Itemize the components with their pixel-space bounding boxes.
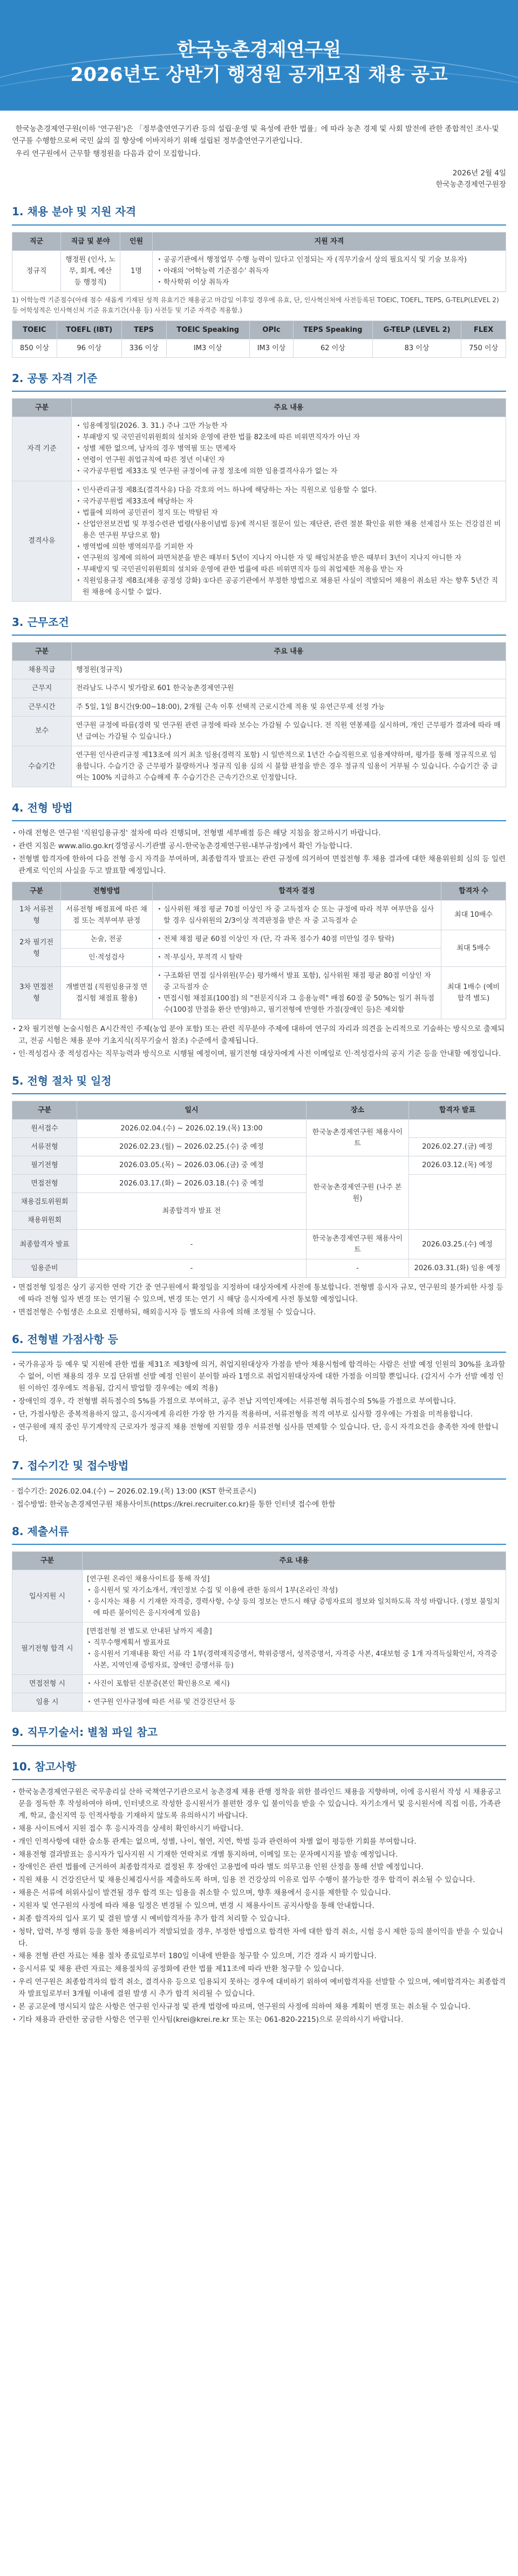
note-paragraph: · 직원 채용 시 건강진단서 및 채용신체검사서를 제출하도록 하며, 임용 전 건강상의 이유로 업무 수행이 불가능한 경우 합격이 취소될 수 있습니다.: [12, 1875, 506, 1886]
column-header: 지원 자격: [153, 232, 506, 250]
note-paragraph: · 단, 가점사항은 중복적용하지 않고, 응시자에게 유리한 가장 한 가지를 적용하며, 서류전형을 적격 여부로 심사할 경우에는 가점을 미적용합니다.: [12, 1409, 506, 1421]
schedule-table: [12, 1101, 506, 1278]
row-label: 보수: [12, 716, 72, 746]
list-item: · 면접시험 채점표(100점) 의 "전문지식과 그 응용능력" 배점 60점 중 50%는 일기 취득점수(100점 만점을 환산 반영)하고, 필기전형에 반영한 가점(장애인 등)은 제외함: [157, 993, 437, 1016]
table-row: [12, 1693, 506, 1712]
section-title: 9. 직무기술서: 별첨 파일 참고: [12, 1723, 506, 1746]
list-item: · 연구원 인사규정에 따른 서류 및 건강진단서 등: [87, 1696, 501, 1708]
section-title: 3. 근무조건: [12, 614, 506, 636]
table-row: [12, 1675, 506, 1693]
notice-body: [0, 111, 518, 2026]
list-item: · 아래의 '어학능력 기준점수' 취득자: [157, 265, 501, 277]
row-label: 최종합격자 발표: [12, 1230, 77, 1259]
note-paragraph: · 인·적성검사 중 적성검사는 직무능력과 방식으로 시행될 예정이며, 필기전형 대상자에게 사전 이메일로 인·적성검사의 공지 기준 등을 안내할 예정입니다.: [12, 1048, 506, 1060]
application-period: · 접수기간: 2026.02.04.(수) ~ 2026.02.19.(목) 13:00 (KST 한국표준시): [12, 1487, 256, 1496]
section-work-conditions: [12, 614, 506, 787]
table-row: [12, 250, 506, 291]
column-header: TEPS Speaking: [294, 321, 373, 339]
row-content: 연구원 규정에 따름(경력 및 연구원 관련 규정에 따라 보수는 가감될 수 있습니다. 전 직원 연봉제를 실시하며, 개인 근무평가 결과에 따라 매년 급여는 가감될 수 있습니다.): [72, 716, 506, 746]
note-paragraph: · 최종 합격자의 입사 포기 및 결원 발생 시 예비합격자를 추가 합격 처리할 수 있습니다.: [12, 1913, 506, 1925]
cell-when: 최종합격자 발표 전: [77, 1193, 306, 1230]
table-row: [12, 948, 506, 966]
table-row: [12, 716, 506, 746]
row-label: 임용준비: [12, 1259, 77, 1278]
row-content: [83, 1623, 506, 1675]
table-row: [12, 481, 506, 601]
row-label: 채용직급: [12, 661, 72, 679]
row-label: 입사지원 시: [12, 1570, 83, 1623]
column-header: 합격자 발표: [409, 1101, 506, 1120]
table-row: [12, 698, 506, 716]
note-paragraph: · 채용전형 결과발표는 응시자가 입사지원 시 기재한 연락처로 개별 통지하며, 이메일 또는 문자메시지를 발송 예정입니다.: [12, 1849, 506, 1861]
list-item: · 법률에 의하여 공민권이 정지 또는 박탈된 자: [76, 507, 501, 519]
note-paragraph: · 우리 연구원은 최종합격자의 합격 취소, 결격사유 등으로 임용되지 못하는 경우에 대비하기 위하여 예비합격자를 선발할 수 있으며, 예비합격자는 최종합격자 발표일로부터 3개월 이내에 결원 발생 시 추가 합격 처리될 수 있습니다.: [12, 1977, 506, 2000]
cell-decision: [153, 948, 441, 966]
row-label: 근무지: [12, 679, 72, 698]
section-recruit-field: [12, 203, 506, 358]
score-cell: IM3 이상: [166, 339, 249, 357]
column-header: 합격자 수: [441, 882, 506, 900]
selection-footnotes: [12, 1024, 506, 1060]
bonus-notes: [12, 1359, 506, 1445]
column-header: 구분: [12, 882, 61, 900]
cell-result: [409, 1120, 506, 1138]
list-item: · 직원임용규정 제8조(채용 공정성 강화) ①다른 공공기관에서 부정한 방법으로 채용된 사실이 적발되어 채용이 취소된 자는 향후 5년간 직원 채용에 응시할 수 없다.: [76, 575, 501, 598]
row-label: 3차 면접전형: [12, 966, 61, 1019]
score-cell: 62 이상: [294, 339, 373, 357]
cell-when: 2026.03.05.(목) ~ 2026.03.06.(금) 중 예정: [77, 1156, 306, 1175]
list-item: · 학사학위 이상 취득자: [157, 277, 501, 288]
list-item: · 국가공무원법 제33조 및 연구원 규정이에 규정 정조에 의한 임용결격사유가 없는 자: [76, 466, 501, 477]
section-bonus-points: [12, 1331, 506, 1445]
row-label: 2차 필기전형: [12, 930, 61, 966]
column-header: 구분: [12, 399, 72, 417]
column-header: TEPS: [121, 321, 166, 339]
cell-result: 2026.03.25.(수) 예정: [409, 1230, 506, 1259]
column-header: FLEX: [461, 321, 506, 339]
cell-number: 최대 1배수 (예비합격 별도): [441, 966, 506, 1019]
column-header: TOEFL (IBT): [57, 321, 121, 339]
row-content: [72, 481, 506, 601]
cell-requirements: [153, 250, 506, 291]
note-paragraph: · 연구원에 재직 중인 무기계약직 근로자가 정규직 채용 전형에 지원할 경우 서류전형 심사를 면제할 수 있습니다. 단, 응시 자격요건을 충족한 자에 한합니다.: [12, 1422, 506, 1446]
section-common-qualification: [12, 370, 506, 602]
intro: [12, 124, 506, 191]
score-cell: 750 이상: [461, 339, 506, 357]
list-item: · 구조화된 면접 심사위원(무순) 평가해서 발표 포함), 심사위원 채점 평균 80점 이상인 자 중 고득점자 순: [157, 970, 437, 993]
row-content: [83, 1693, 506, 1712]
row-label: 자격 기준: [12, 417, 72, 481]
note-paragraph: · 본 공고문에 명시되지 않은 사항은 연구원 인사규정 및 관계 법령에 따르며, 연구원의 사정에 의하여 채용 계획이 변경 또는 취소될 수 있습니다.: [12, 2001, 506, 2013]
table-row: [12, 900, 506, 930]
table-row: [12, 1138, 506, 1156]
schedule-notes: [12, 1282, 506, 1319]
table-row: [12, 417, 506, 481]
list-item: · 연령이 연구원 취업규칙에 따른 정년 이내인 자: [76, 454, 501, 466]
application-method: · 접수방법: 한국농촌경제연구원 채용사이트(https://krei.recruiter.co.kr)를 통한 인터넷 접수에 한함: [12, 1500, 336, 1509]
list-item: · 성별 제한 없으며, 남자의 경우 병역필 또는 면제자: [76, 443, 501, 454]
section-title: 10. 참고사항: [12, 1758, 506, 1780]
column-header: TOEIC: [12, 321, 57, 339]
cell-result: [409, 1175, 506, 1230]
row-content: 주 5일, 1일 8시간(9:00~18:00), 2개월 근속 이후 선택적 근로시간제 적용 및 유연근무제 선정 가능: [72, 698, 506, 716]
issuer: 한국농촌경제연구원장: [435, 180, 506, 189]
list-item: · 인사관리규정 제8조(결격사유) 다음 각호의 어느 하나에 해당하는 자는 직원으로 임용할 수 없다.: [76, 485, 501, 496]
intro-paragraph: 우리 연구원에서 근무할 행정원을 다음과 같이 모집합니다.: [15, 149, 201, 158]
recruit-field-table: [12, 232, 506, 292]
title-line-org: 한국농촌경제연구원: [176, 39, 342, 61]
row-label: 면접전형: [12, 1175, 77, 1193]
row-content: [83, 1675, 506, 1693]
row-label: 서류전형: [12, 1138, 77, 1156]
row-label: 채용위원회: [12, 1211, 77, 1230]
list-item: · 응시원서 및 자기소개서, 개인정보 수집 및 이용에 관한 동의서 1부(온라인 작성): [87, 1585, 501, 1596]
table-row: [12, 966, 506, 1019]
row-content: [83, 1570, 506, 1623]
row-content: [72, 417, 506, 481]
cell-where: -: [306, 1259, 409, 1278]
cell-number: 최대 10배수: [441, 900, 506, 930]
note-paragraph: · 면접전형 일정은 상기 공지한 연락 기간 중 연구원에서 확정일을 지정하여 대상자에게 사전에 통보합니다. 전형별 응시자 규모, 연구원의 불가피한 사정 등에 따라 전형 일자 변경 또는 연기될 수 있으며, 변경 또는 연기 시 해당 응시자에게 사전 통보할 예정입니다.: [12, 1282, 506, 1306]
column-header: 합격자 결정: [153, 882, 441, 900]
row-heading: [면접전형 전 별도로 안내된 날까지 제출]: [87, 1627, 212, 1636]
cell-group: 정규직: [12, 250, 61, 291]
language-score-table: [12, 321, 506, 358]
list-item: · 공공기관에서 행정업무 수행 능력이 있다고 인정되는 자 (직무기술서 상의 필요지식 및 기술 보유자): [157, 254, 501, 265]
note-paragraph: · 채용은 서류에 허위사실이 발견될 경우 합격 또는 임용을 취소할 수 있으며, 향후 채용에서 응시를 제한할 수 있습니다.: [12, 1887, 506, 1899]
column-header: G-TELP (LEVEL 2): [372, 321, 461, 339]
list-item: · 응시원서 기재내용 확인 서류 각 1부(경력재직증명서, 학위증명서, 성적증명서, 자격증 사본, 4대보험 중 1개 자격득실확인서, 자격증 사본, 지역인재 증빙자료, 장애인 증명서류 등): [87, 1648, 501, 1671]
score-cell: 83 이상: [372, 339, 461, 357]
table-row: [12, 1230, 506, 1259]
column-header: 주요 내용: [72, 399, 506, 417]
column-header: 직군: [12, 232, 61, 250]
title-banner: [0, 0, 518, 111]
cell-count: 1명: [120, 250, 153, 291]
row-label: 1차 서류전형: [12, 900, 61, 930]
section-title: 6. 전형별 가점사항 등: [12, 1331, 506, 1353]
table-row: [12, 339, 506, 357]
section-application-period: [12, 1457, 506, 1510]
column-header: 구분: [12, 1551, 83, 1570]
list-item: · 심사위원 채점 평균 70점 이상인 자 중 고득점자 순 또는 규정에 따라 적부 여부만을 심사할 경우 심사위원의 2/3이상 적격판정을 받은 자 중 고득점자 순: [157, 904, 437, 926]
score-cell: 336 이상: [121, 339, 166, 357]
cell-result: 2026.02.27.(금) 예정: [409, 1138, 506, 1156]
column-header: 주요 내용: [72, 643, 506, 661]
row-content: 연구원 인사관리규정 제13조에 의거 최초 임용(경력직 포함) 시 일반적으로 1년간 수습직원으로 임용계약하며, 평가를 통해 정규직으로 임용합니다. 수습기간 중 근무평가 불량하거나 정규직 임용 심의 시 불합 판정을 받은 경우 정규직 임용이 거부될 수 있습니다. 수습기간 중 급여는 100% 지급하고 수습해제 후 수습기간은 근속기간으로 인정합니다.: [72, 746, 506, 787]
score-cell: 850 이상: [12, 339, 57, 357]
note-paragraph: · 국가유공자 등 예우 및 지원에 관한 법률 제31조 제3항에 의거, 취업지원대상자 가점을 받아 채용시험에 합격하는 사람은 선발 예정 인원의 30%를 초과할 수 없어, 이번 채용의 경우 모집 단위별 선발 예정 인원이 분이할 파라 1명으로 취업지원대상자에 대한 가점을 이의할 뿐입니다. (감지서 수가 선발 예정 인원 이하인 경우에도 적용됨, 감지서 발업할 경우에는 예외 적용): [12, 1359, 506, 1395]
list-item: · 국가공무원법 제33조에 해당하는 자: [76, 496, 501, 507]
cell-when: -: [77, 1259, 306, 1278]
note-paragraph: · 장애인의 경우, 각 전형별 취득점수의 5%를 가점으로 부여하고, 공주 전납 지역인재에는 서류전형 취득점수의 5%를 가점으로 부여합니다.: [12, 1396, 506, 1408]
list-item: · 부패방지 및 국민권익위원회의 설치와 운영에 관한 법률 82조에 따른 비위면직자가 아닌 자: [76, 432, 501, 443]
section-title: 4. 전형 방법: [12, 799, 506, 821]
score-cell: 96 이상: [57, 339, 121, 357]
note-paragraph: · 전형별 합격자에 한하여 다음 전형 응시 자격을 부여하며, 최종합격자 발표는 관련 규정에 의거하여 면접전형 후 채용 결과에 대한 채용위원회 심의 등 일련 관계로 익인의 사실을 두고 발표할 예정입니다.: [12, 854, 506, 877]
table-row: [12, 746, 506, 787]
cell-decision: [153, 930, 441, 948]
list-item: · 적·부심사, 부적격 시 탈락: [157, 952, 437, 963]
row-label: 수습기간: [12, 746, 72, 787]
column-header: 장소: [306, 1101, 409, 1120]
column-header: 전형방법: [61, 882, 153, 900]
section-title: 1. 채용 분야 및 지원 자격: [12, 203, 506, 225]
reference-notes: [12, 1787, 506, 2026]
documents-table: [12, 1551, 506, 1712]
table-row: [12, 1156, 506, 1175]
list-item: · 임용예정일(2026. 3. 31.) 주나 그만 가능한 자: [76, 420, 501, 432]
row-content: 전라남도 나주시 빛가람로 601 한국농촌경제연구원: [72, 679, 506, 698]
selection-method-table: [12, 882, 506, 1019]
row-label: 근무시간: [12, 698, 72, 716]
list-item: · 연구원의 징계에 의하여 파면처분을 받은 때부터 5년이 지나지 아니한 자 및 해임처분을 받은 때부터 3년이 지나지 아니한 자: [76, 553, 501, 564]
title-line-notice: 2026년도 상반기 행정원 공개모집 채용 공고: [70, 64, 448, 86]
table-row: [12, 661, 506, 679]
table-row: [12, 1259, 506, 1278]
table-row: [12, 679, 506, 698]
cell-decision: [153, 900, 441, 930]
section-title: 5. 전형 절차 및 일정: [12, 1072, 506, 1094]
table-row: [12, 1623, 506, 1675]
list-item: · 부패방지 및 국민권익위원회의 설치와 운영에 관한 법률에 따른 비위면직자 등의 취업제한 적용을 받는 자: [76, 564, 501, 575]
note-paragraph: · 한국농촌경제연구원은 국무총리실 산하 국책연구기관으로서 농촌경제 채용 관행 정착을 위한 블라인드 채용을 지향하며, 이에 응시원서 작성 시 채용공고문을 정독한 후 작성하여야 하며, 인터넷으로 작성한 응시원서가 불편한 경우 입 불이익을 받을 수 있습니다. 자기소개서 및 응시원서에 직접 이름, 가족관계, 학교, 출신지역 등 인적사항을 기재하지 않도록 유의하시기 바랍니다.: [12, 1787, 506, 1822]
section-job-description: [12, 1723, 506, 1746]
section-documents: [12, 1523, 506, 1712]
note-paragraph: · 지원자 및 연구원의 사정에 따라 채용 일정은 변경될 수 있으며, 변경 시 채용사이트 공지사항을 통해 안내합니다.: [12, 1900, 506, 1912]
language-note: 1) 어학능력 기준점수(아래 점수 새롭게 기재된 성적 유효기간 채용공고 마감일 이후일 경우에 유효, 단, 인사혁신처에 사전등록된 TOEIC, TOEFL, TEPS, G-TELP(LEVEL 2) 등 어학성적은 인사혁신처 기준 유효기간(사용 등) 사전등 및 기준 자격증 적용함.): [12, 296, 499, 315]
row-label: 임용 시: [12, 1693, 83, 1712]
column-header: 일시: [77, 1101, 306, 1120]
cell-when: 2026.03.17.(화) ~ 2026.03.18.(수) 중 예정: [77, 1175, 306, 1193]
row-label: 면접전형 시: [12, 1675, 83, 1693]
cell-number: 최대 5배수: [441, 930, 506, 966]
cell-method: 논술, 전공: [61, 930, 153, 948]
column-header: 인원: [120, 232, 153, 250]
cell-method: 인·적성검사: [61, 948, 153, 966]
cell-when: -: [77, 1230, 306, 1259]
list-item: · 병역법에 의한 병역의무를 기피한 자: [76, 541, 501, 553]
issue-date: 2026년 2월 4일: [452, 168, 506, 178]
cell-field: 행정원 (인사, 노무, 회계, 예산 등 행정직): [61, 250, 120, 291]
common-qualification-table: [12, 398, 506, 602]
note-paragraph: · 2차 필기전형 논술시험은 A시간적인 주제(농업 분야 포함) 또는 관련 직무분야 주제에 대하여 연구의 자리과 의견을 논리적으로 기술하는 방식으로 출제되고, 전공 시험은 채용 분야 기초지식(직무기술서 참조) 수준에서 출제됩니다.: [12, 1024, 506, 1047]
cell-method: 서류전형 배점표에 따른 채점 또는 적부여부 판정: [61, 900, 153, 930]
table-row: [12, 1570, 506, 1623]
column-header: OPIc: [249, 321, 293, 339]
cell-result: 2026.03.31.(화) 임용 예정: [409, 1259, 506, 1278]
cell-when: 2026.02.04.(수) ~ 2026.02.19.(목) 13:00: [77, 1120, 306, 1138]
work-conditions-table: [12, 642, 506, 787]
score-cell: IM3 이상: [249, 339, 293, 357]
table-row: [12, 1175, 506, 1193]
list-item: · 산업안전보건법 및 부정수련관 법령(사용이념법 등)에 적시된 절문이 있는 재단관, 관련 절분 확인을 위한 채용 선제검사 또는 건강검진 비용은 연구원 부담으로 함): [76, 519, 501, 541]
row-label: 결격사유: [12, 481, 72, 601]
section-schedule: [12, 1072, 506, 1319]
section-title: 7. 접수기간 및 접수방법: [12, 1457, 506, 1479]
list-item: · 응시자는 채용 시 기재한 자격증, 경력사항, 수상 등의 정보는 반드시 해당 증빙자료의 정보와 일치하도록 작성 바랍니다. (정보 불일치에 따른 불이익은 응시자에게 있음): [87, 1596, 501, 1619]
list-item: · 직무수행계획서 발표자료: [87, 1637, 501, 1648]
list-item: · 사진이 포함된 신분증(본인 확인용으로 제시): [87, 1678, 501, 1689]
note-paragraph: · 면접전형은 수험생은 소요로 진행하되, 해외응시자 등 별도의 사유에 의해 조정될 수 있습니다.: [12, 1307, 506, 1319]
row-content: 행정원(정규직): [72, 661, 506, 679]
note-paragraph: · 개인 인적사항에 대한 숨소통 관계는 없으며, 성별, 나이, 혈연, 지연, 학벌 등과 관련하여 차별 없이 평등한 기회를 부여합니다.: [12, 1836, 506, 1848]
note-paragraph: · 기타 채용과 관련한 궁금한 사항은 연구원 인사팀(krei@krei.re.kr 또는 또는 061-820-2215)으로 문의하시기 바랍니다.: [12, 2014, 506, 2026]
selection-notes: [12, 828, 506, 877]
cell-where: 한국농촌경제연구원 (나주 본원): [306, 1156, 409, 1230]
cell-where: 한국농촌경제연구원 채용사이트: [306, 1120, 409, 1156]
note-paragraph: · 장애인은 관련 법률에 근거하여 최종합격자로 결정된 후 장애인 고용법에 따라 별도 의무고용 인원 산정을 통해 선발 예정입니다.: [12, 1862, 506, 1873]
note-paragraph: · 응시서류 및 채용 관련 자료는 채용절차의 공정화에 관한 법률 제11조에 따라 반환 청구할 수 있습니다.: [12, 1964, 506, 1975]
column-header: 주요 내용: [83, 1551, 506, 1570]
note-paragraph: · 채용 전형 관련 자료는 채용 절차 종료일로부터 180일 이내에 반환을 청구할 수 있으며, 기간 경과 시 파기합니다.: [12, 1951, 506, 1962]
row-label: 채용검토위원회: [12, 1193, 77, 1211]
row-label: 원서접수: [12, 1120, 77, 1138]
list-item: · 전체 채점 평균 60점 이상인 자 (단, 각 과목 점수가 40점 미만일 경우 탈락): [157, 933, 437, 945]
section-notes: [12, 1758, 506, 2026]
page-title: [0, 0, 518, 87]
row-label: 필기전형 합격 시: [12, 1623, 83, 1675]
cell-method: 개별면접 (직원임용규정 면접시험 채점표 활용): [61, 966, 153, 1019]
column-header: 구분: [12, 1101, 77, 1120]
section-title: 2. 공통 자격 기준: [12, 370, 506, 392]
note-paragraph: · 관련 지침은 www.alio.go.kr(경영공시-기관별 공시-한국농촌경제연구원-내부규정)에서 확인 가능합니다.: [12, 841, 506, 853]
table-row: [12, 1120, 506, 1138]
column-header: TOEIC Speaking: [166, 321, 249, 339]
row-label: 필기전형: [12, 1156, 77, 1175]
cell-when: 2026.02.23.(월) ~ 2026.02.25.(수) 중 예정: [77, 1138, 306, 1156]
cell-decision: [153, 966, 441, 1019]
section-selection-method: [12, 799, 506, 1060]
cell-where: 한국농촌경제연구원 채용사이트: [306, 1230, 409, 1259]
column-header: 구분: [12, 643, 72, 661]
cell-result: 2026.03.12.(목) 예정: [409, 1156, 506, 1175]
note-paragraph: · 채용 사이트에서 지원 접수 후 응시자격을 상세히 확인하시기 바랍니다.: [12, 1823, 506, 1835]
issue-info: [12, 168, 506, 192]
section-title: 8. 제출서류: [12, 1523, 506, 1545]
row-heading: [연구원 온라인 채용사이트를 통해 작성]: [87, 1575, 210, 1584]
note-paragraph: · 청탁, 압력, 부정 행위 등을 통한 채용비리가 적발되었을 경우, 부정한 방법으로 합격한 자에 대한 합격 취소, 시험 응시 제한 등의 불이익을 받을 수 있습니다.: [12, 1926, 506, 1950]
intro-paragraph: 한국농촌경제연구원(이하 '연구원')은 「정부출연연구기관 등의 설립·운영 및 육성에 관한 법률」에 따라 농촌 경제 및 사회 발전에 관한 종합적인 조사·및 연구를 수행함으로써 국민 삶의 질 향상에 이바지하기 위해 설립된 정부출연연구기관입니다.: [12, 125, 499, 145]
table-row: [12, 930, 506, 948]
column-header: 직급 및 분야: [61, 232, 120, 250]
note-paragraph: · 아래 전형은 연구원 '직원임용규정' 절차에 따라 진행되며, 전형별 세부배점 등은 해당 지침을 참고하시기 바랍니다.: [12, 828, 506, 840]
